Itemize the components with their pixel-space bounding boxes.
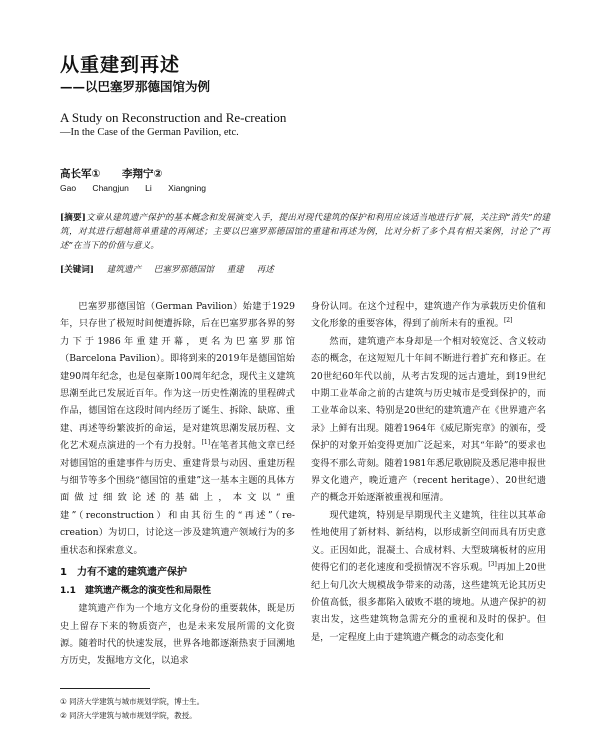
paragraph: 身份认同。在这个过程中，建筑遗产作为承载历史价值和文化形象的重要容体，得到了前所未有的重视。[2] — [311, 301, 546, 330]
keyword: 重建 — [226, 265, 244, 275]
authors — [60, 166, 180, 181]
paragraph: 现代建筑，特别是早期现代主义建筑，往往以其革命性地使用了新材料、新结构，以形成新空间而具有历史意义。正因如此，混凝土、合成材料、大型玻璃板材的应用使得它们的老化速度和受损情况不容乐观。[3]再加上20世纪上旬几次大规模战争带来的动荡，这些建筑无论其历史价值高低，很多都陷入破败不堪的境地。从遗产保护的初衷出发，这些建筑物急需充分的重视和及时的保护。但是，一定程度上由于建筑遗产概念的动态变化和 — [311, 509, 546, 643]
paragraph: 巴塞罗那德国馆（German Pavilion）始建于1929年，只存世了极短时间便遭拆除，后在巴塞罗那各界的努力下于1986年重建开幕，更名为巴塞罗那馆（Barcelona Pavilion）。即将到来的2019年是德国馆始建90周年纪念，也是包豪斯100周年纪念，现代主义建筑思潮至此已发展近百年。作为这一历史性潮流的里程碑式作品，德国馆在这段时间内经历了诞生、拆除、缺席、重建、再述等纷繁波折的命运，是对建筑思潮发展历程、文化艺术观点演进的一个有力投射。[1]在笔者其他文章已经对德国馆的重建事件与历史、重建背景与动因、重建历程与细节等多个围绕“德国馆的重建”这一基本主题的具体方面做过细致论述的基础上，本文以“重建”（reconstruction）和由其衍生的“再述”（re-creation）为切口，讨论这一涉及建筑遗产领域行为的多重状态和探索意义。 — [60, 301, 295, 556]
authors-english: Gao Changjun Li Xiangning — [60, 183, 206, 193]
abstract-text: 文章从建筑遗产保护的基本概念和发展演变入手，提出对现代建筑的保护和利用应该适当地进行扩展，关注到“消失”的建筑，对其进行超越简单重建的再阐述；主要以巴塞罗那德国馆的重建和再述为例，比对分析了多个具有相关案例，讨论了“再述”在当下的价值与意义。 — [60, 213, 550, 251]
citation: [3] — [488, 561, 497, 569]
english-title: A Study on Reconstruction and Re-creation — [60, 110, 287, 125]
paper-title: 从重建到再述 — [60, 54, 181, 76]
footnote: ① 同济大学建筑与城市规划学院，博士生。 — [60, 697, 205, 706]
footnote-divider — [60, 688, 150, 689]
citation: [1] — [201, 439, 211, 447]
subsection-heading: 1.1 建筑遗产概念的演变性和局限性 — [60, 586, 211, 597]
citation: [2] — [503, 317, 513, 325]
keyword: 再述 — [256, 265, 274, 275]
section-heading: 1 力有不逮的建筑遗产保护 — [60, 567, 187, 579]
paragraph: 然而，建筑遗产本身却是一个相对较宽泛、含义较动态的概念，在这短短几十年间不断进行着扩充和修正。在20世纪60年代以前，从考古发现的远古遗址，到19世纪中期工业革命之前的古建筑与历史城市是受到保护的，而工业革命以来、特别是20世纪的建筑遗产在《世界遗产名录》上鲜有出现。随着1964年《威尼斯宪章》的颁布，受保护的对象开始变得更加广泛起来，对其“年龄”的要求也变得不那么苛刻。随着1981年悉尼歌剧院及悉尼港申报世界文化遗产，晚近遗产（recent heritage）、20世纪遗产的概念开始逐渐被重视和厘清。 — [311, 335, 546, 504]
footnote: ② 同济大学建筑与城市规划学院，教授。 — [60, 711, 197, 720]
keywords-label: [关键词] — [60, 265, 94, 275]
keyword: 巴塞罗那德国馆 — [153, 265, 214, 275]
author-2: 李翔宁② — [122, 168, 163, 180]
abstract — [60, 211, 550, 253]
paper-subtitle: ——以巴塞罗那德国馆为例 — [60, 79, 211, 94]
keyword: 建筑遗产 — [106, 265, 142, 275]
abstract-label: [摘要] — [60, 213, 86, 223]
paragraph: 建筑遗产作为一个地方文化身份的重要载体，既是历史上留存下来的物质资产，也是未来发展所需的文化资源。随着时代的快速发展，世界各地都逐渐热衷于回溯地方历史，发掘地方文化，以追求 — [60, 603, 295, 667]
left-column — [60, 298, 295, 670]
author-1: 高长军① — [60, 168, 101, 180]
keywords — [60, 263, 274, 275]
english-subtitle: —In the Case of the German Pavilion, etc. — [60, 127, 239, 138]
right-column — [311, 298, 546, 646]
